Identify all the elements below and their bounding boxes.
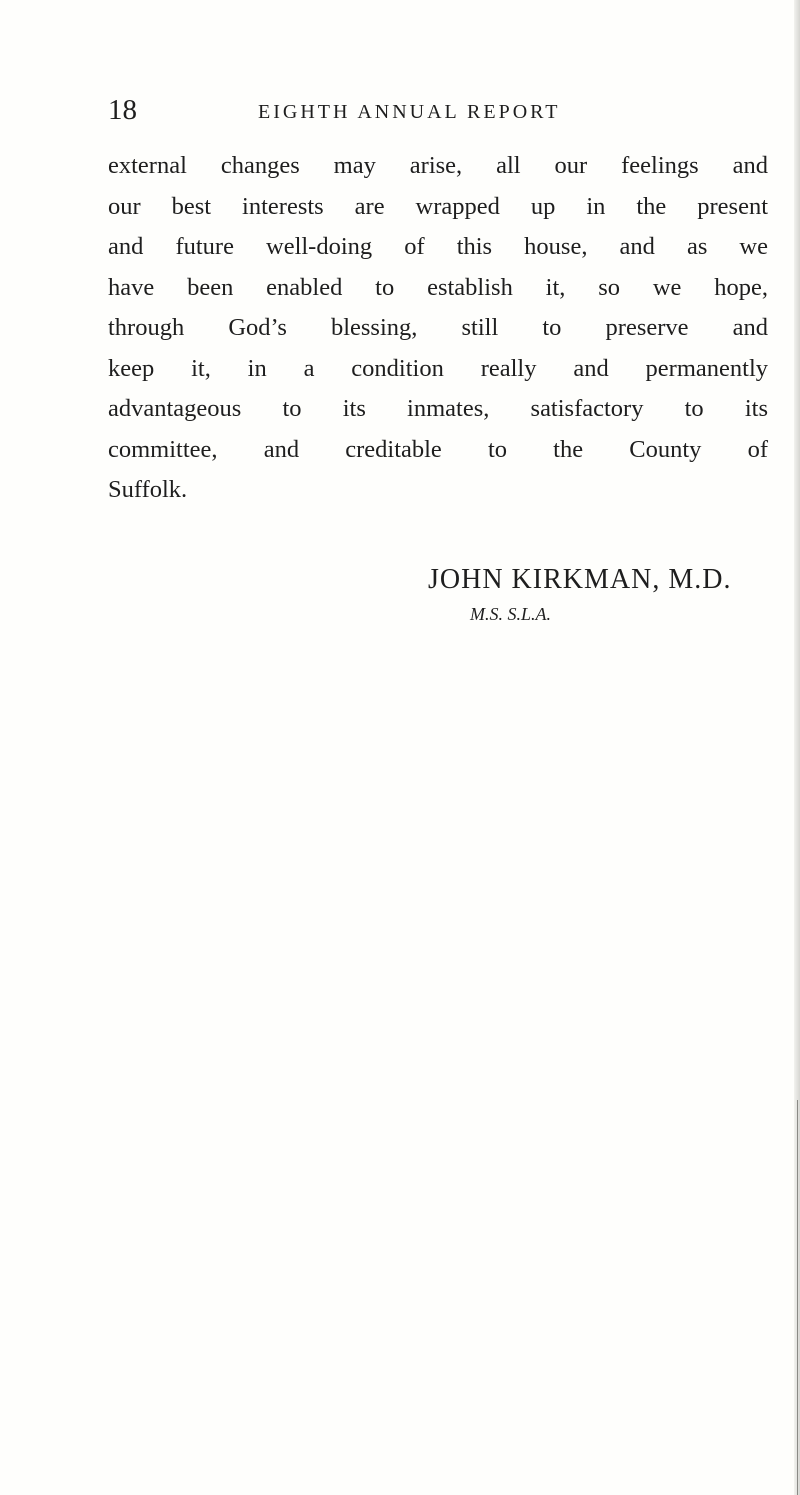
page-edge-line [797,1100,798,1495]
text-line: and future well-doing of this house, and as we [108,233,768,260]
text-line: keep it, in a condition really and permanently [108,354,768,382]
signature-name: JOHN KIRKMAN, M.D. [428,564,732,595]
signature-block [428,560,768,628]
text-line: through God’s blessing, still to preserve and [108,314,768,341]
text-line: have been enabled to establish it, so we hope, [108,273,768,301]
text-line: Suffolk. [108,476,188,503]
body-paragraph [108,146,768,511]
signature-credentials: M.S. S.L.A. [470,604,551,624]
page-number: 18 [108,94,137,126]
text-line: external changes may arise, all our feelings and [108,152,768,179]
text-line: our best interests are wrapped up in the present [108,192,768,220]
text-line: advantageous to its inmates, satisfactory to its [108,395,768,422]
page-header [108,90,768,130]
running-head: EIGHTH ANNUAL REPORT [258,101,561,123]
text-line: committee, and creditable to the County of [108,435,768,463]
